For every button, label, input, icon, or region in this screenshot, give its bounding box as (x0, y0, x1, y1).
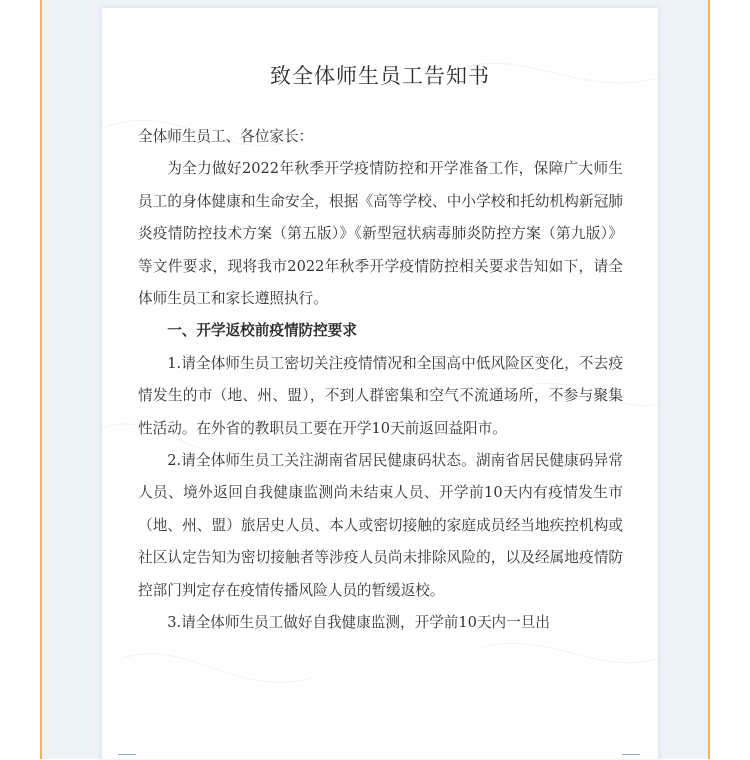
document-title: 致全体师生员工告知书 (270, 64, 490, 88)
document-body (138, 121, 623, 640)
paragraph-item-1: 1.请全体师生员工密切关注疫情情况和全国高中低风险区变化，不去疫情发生的市（地、州、盟），不到人群密集和空气不流通场所，不参与聚集性活动。在外省的教职员工要在开学10天前返回益阳市。 (138, 354, 623, 437)
section-heading: 一、开学返校前疫情防控要求 (167, 322, 357, 340)
intro-paragraph: 为全力做好2022年秋季开学疫情防控和开学准备工作，保障广大师生员工的身体健康和生命安全，根据《高等学校、中小学校和托幼机构新冠肺炎疫情防控技术方案（第五版）》《新型冠状病毒肺炎防控方案（第九版）》等文件要求，现将我市2022年秋季开学疫情防控相关要求告知如下，请全体师生员工和家长遵照执行。 (138, 160, 623, 308)
document-page (102, 8, 658, 759)
paragraph-item-2: 2.请全体师生员工关注湖南省居民健康码状态。湖南省居民健康码异常人员、境外返回自我健康监测尚未结束人员、开学前10天内有疫情发生市（地、州、盟）旅居史人员、本人或密切接触的家庭成员经当地疾控机构或社区认定告知为密切接触者等涉疫人员尚未排除风险的，以及经属地疫情防控部门判定存在疫情传播风险人员的暂缓返校。 (138, 452, 623, 599)
salutation: 全体师生员工、各位家长： (138, 128, 314, 145)
paragraph-item-3: 3.请全体师生员工做好自我健康监测，开学前10天内一旦出 (167, 614, 550, 632)
page-corner-mark-right (622, 754, 640, 760)
page-corner-mark-left (118, 754, 136, 760)
